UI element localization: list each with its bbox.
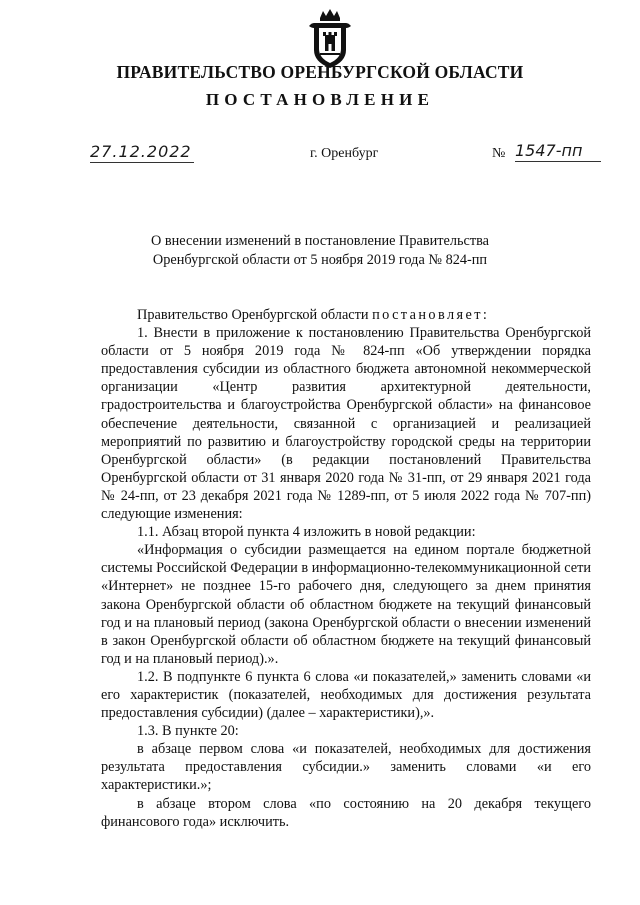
paragraph-1-1: 1.1. Абзац второй пункта 4 изложить в новой редакции: [137,524,476,541]
document-city: г. Оренбург [310,146,379,161]
intro-prefix: Правительство Оренбургской области [137,307,373,323]
document-date: 27.12.2022 [90,142,194,163]
document-subject [100,232,540,270]
subject-line-2: Оренбургской области от 5 ноября 2019 года № 824-пп [152,252,488,268]
document-number: 1547-пп [515,141,601,162]
intro-paragraph [101,306,591,324]
paragraph-1-1-quote: «Информация о субсидии размещается на едином портале бюджетной системы Российской Федерации в информационно-телекоммуникационной сети «Интернет» не позднее 15-го рабочего дня, следующего за днем принятия закона Оренбургской области об областном бюджете на текущий финансовый год и на плановый период (закона Оренбургской области о внесении изменений в закон Оренбургской области об областном бюджете на текущий финансовый год и на плановый период).». [101,542,591,667]
paragraph-1: 1. Внести в приложение к постановлению Правительства Оренбургской области от 5 ноября 2019 года № 824-пп «Об утверждении порядка предоставления субсидии из областного бюджета автономной некоммерческой организации «Центр развития архитектурной деятельности, градостроительства и благоустройства Оренбургской области» на финансовое обеспечение деятельности, связанной с организацией и реализацией мероприятий по развитию и благоустройству городской среды на территории Оренбургской области» (в редакции постановлений Правительства Оренбургской области от 31 января 2020 года № 31-пп, от 29 января 2021 года № 24-пп, от 23 декабря 2021 года № 1289-пп, от 5 июля 2022 года № 707-пп) следующие изменения: [101,325,591,523]
subject-line-1: О внесении изменений в постановление Правительства [150,233,490,249]
document-type: ПОСТАНОВЛЕНИЕ [205,90,435,109]
paragraph-1-2: 1.2. В подпункте 6 пункта 6 слова «и показателей,» заменить словами «и его характеристик (показателей, необходимых для достижения результата предоставления субсидии) (далее – характеристики),». [101,668,591,722]
paragraph-1-3: 1.3. В пункте 20: [137,723,239,740]
paragraph-1-3-b: в абзаце втором слова «по состоянию на 20 декабря текущего финансового года» исключить. [101,795,591,830]
document-number-label: № [492,146,506,161]
coat-of-arms-emblem [306,8,354,70]
paragraph-1-3-a: в абзаце первом слова «и показателей, необходимых для достижения результата предоставления субсидии.» заменить словами «и его характеристики.»; [101,741,591,794]
government-name: ПРАВИТЕЛЬСТВО ОРЕНБУРГСКОЙ ОБЛАСТИ [116,62,524,82]
intro-decree-word: постановляет: [372,307,490,323]
document-body [101,306,591,831]
